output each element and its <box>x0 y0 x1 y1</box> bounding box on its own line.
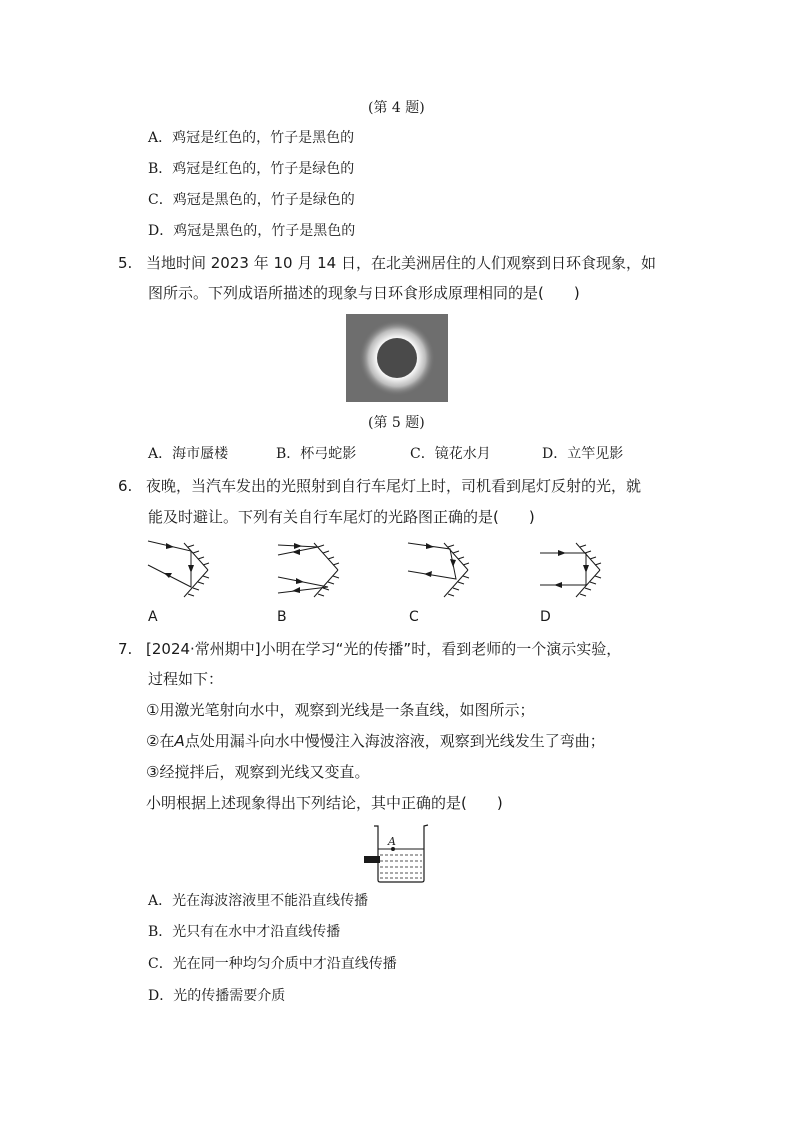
q6-stem-line2: 能及时避让。下列有关自行车尾灯的光路图正确的是( ) <box>148 508 535 526</box>
q7-step-2-suffix: 点处用漏斗向水中慢慢注入海波溶液，观察到光线发生了弯曲； <box>184 732 605 750</box>
q4-option-a[interactable]: A．鸡冠是红色的，竹子是黑色的 <box>148 130 355 146</box>
q7-option-a[interactable]: A．光在海波溶液里不能沿直线传播 <box>148 893 369 909</box>
q7-number: 7. <box>118 640 133 658</box>
reflector-hatch <box>444 543 469 597</box>
point-a-label: A <box>388 835 396 848</box>
q7-option-b[interactable]: B．光只有在水中才沿直线传播 <box>148 924 341 940</box>
light-ray-path <box>540 553 586 585</box>
q5-figure-caption: (第 5 题) <box>368 415 425 431</box>
light-ray-path <box>278 545 328 593</box>
q6-number: 6. <box>118 477 133 495</box>
q6-diagram-c[interactable] <box>406 535 478 607</box>
q4-option-b[interactable]: B．鸡冠是红色的，竹子是绿色的 <box>148 161 355 177</box>
reflector-hatch <box>576 543 601 597</box>
q6-label-a: A <box>148 609 158 625</box>
eclipse-moon-disk <box>377 338 417 378</box>
q7-option-c[interactable]: C．光在同一种均匀介质中才沿直线传播 <box>148 956 397 972</box>
q7-stem-line2: 过程如下： <box>148 670 224 688</box>
q4-figure-caption: (第 4 题) <box>368 100 425 116</box>
light-ray-path <box>408 543 456 579</box>
q7-option-d[interactable]: D．光的传播需要介质 <box>148 988 286 1004</box>
reflector-hatch <box>184 543 209 597</box>
q4-option-d[interactable]: D．鸡冠是黑色的，竹子是黑色的 <box>148 223 356 239</box>
ray-arrowheads <box>554 550 589 588</box>
q6-diagram-d[interactable] <box>538 535 610 607</box>
q7-question: 小明根据上述现象得出下列结论，其中正确的是( ) <box>146 794 503 812</box>
q5-option-c[interactable]: C．镜花水月 <box>410 446 491 462</box>
q4-option-c[interactable]: C．鸡冠是黑色的，竹子是绿色的 <box>148 192 355 208</box>
laser-pen-icon <box>364 856 380 863</box>
q7-stem-line1: [2024·常州期中]小明在学习“光的传播”时，看到老师的一个演示实验， <box>146 640 622 658</box>
q7-step-1: ①用激光笔射向水中，观察到光线是一条直线，如图所示； <box>146 701 535 719</box>
q7-step-3: ③经搅拌后，观察到光线又变直。 <box>146 763 370 781</box>
q5-option-a[interactable]: A．海市蜃楼 <box>148 446 229 462</box>
q6-label-b: B <box>277 609 287 625</box>
q5-stem-line1: 当地时间 2023 年 10 月 14 日，在北美洲居住的人们观察到日环食现象，如 <box>146 254 656 272</box>
q7-step-2-prefix: ②在 <box>146 732 175 750</box>
q5-number: 5. <box>118 254 133 272</box>
water-dashes <box>380 855 422 878</box>
beaker-outline <box>374 825 428 882</box>
q6-label-d: D <box>540 609 551 625</box>
q7-step-2-point: A <box>174 732 185 750</box>
reflector-hatch <box>314 543 339 597</box>
q5-option-d[interactable]: D．立竿见影 <box>542 446 624 462</box>
ray-arrowheads <box>424 543 456 577</box>
q6-label-c: C <box>409 609 419 625</box>
q7-step-2 <box>146 731 605 751</box>
q5-eclipse-image <box>346 314 448 402</box>
q6-stem-line1: 夜晚，当汽车发出的光照射到自行车尾灯上时，司机看到尾灯反射的光，就 <box>146 477 642 495</box>
q6-diagram-b[interactable] <box>276 535 348 607</box>
q6-diagram-a[interactable] <box>146 535 218 607</box>
q5-option-b[interactable]: B．杯弓蛇影 <box>276 446 357 462</box>
q7-beaker-diagram <box>362 822 432 886</box>
q5-stem-line2: 图所示。下列成语所描述的现象与日环食形成原理相同的是( ) <box>148 284 580 302</box>
